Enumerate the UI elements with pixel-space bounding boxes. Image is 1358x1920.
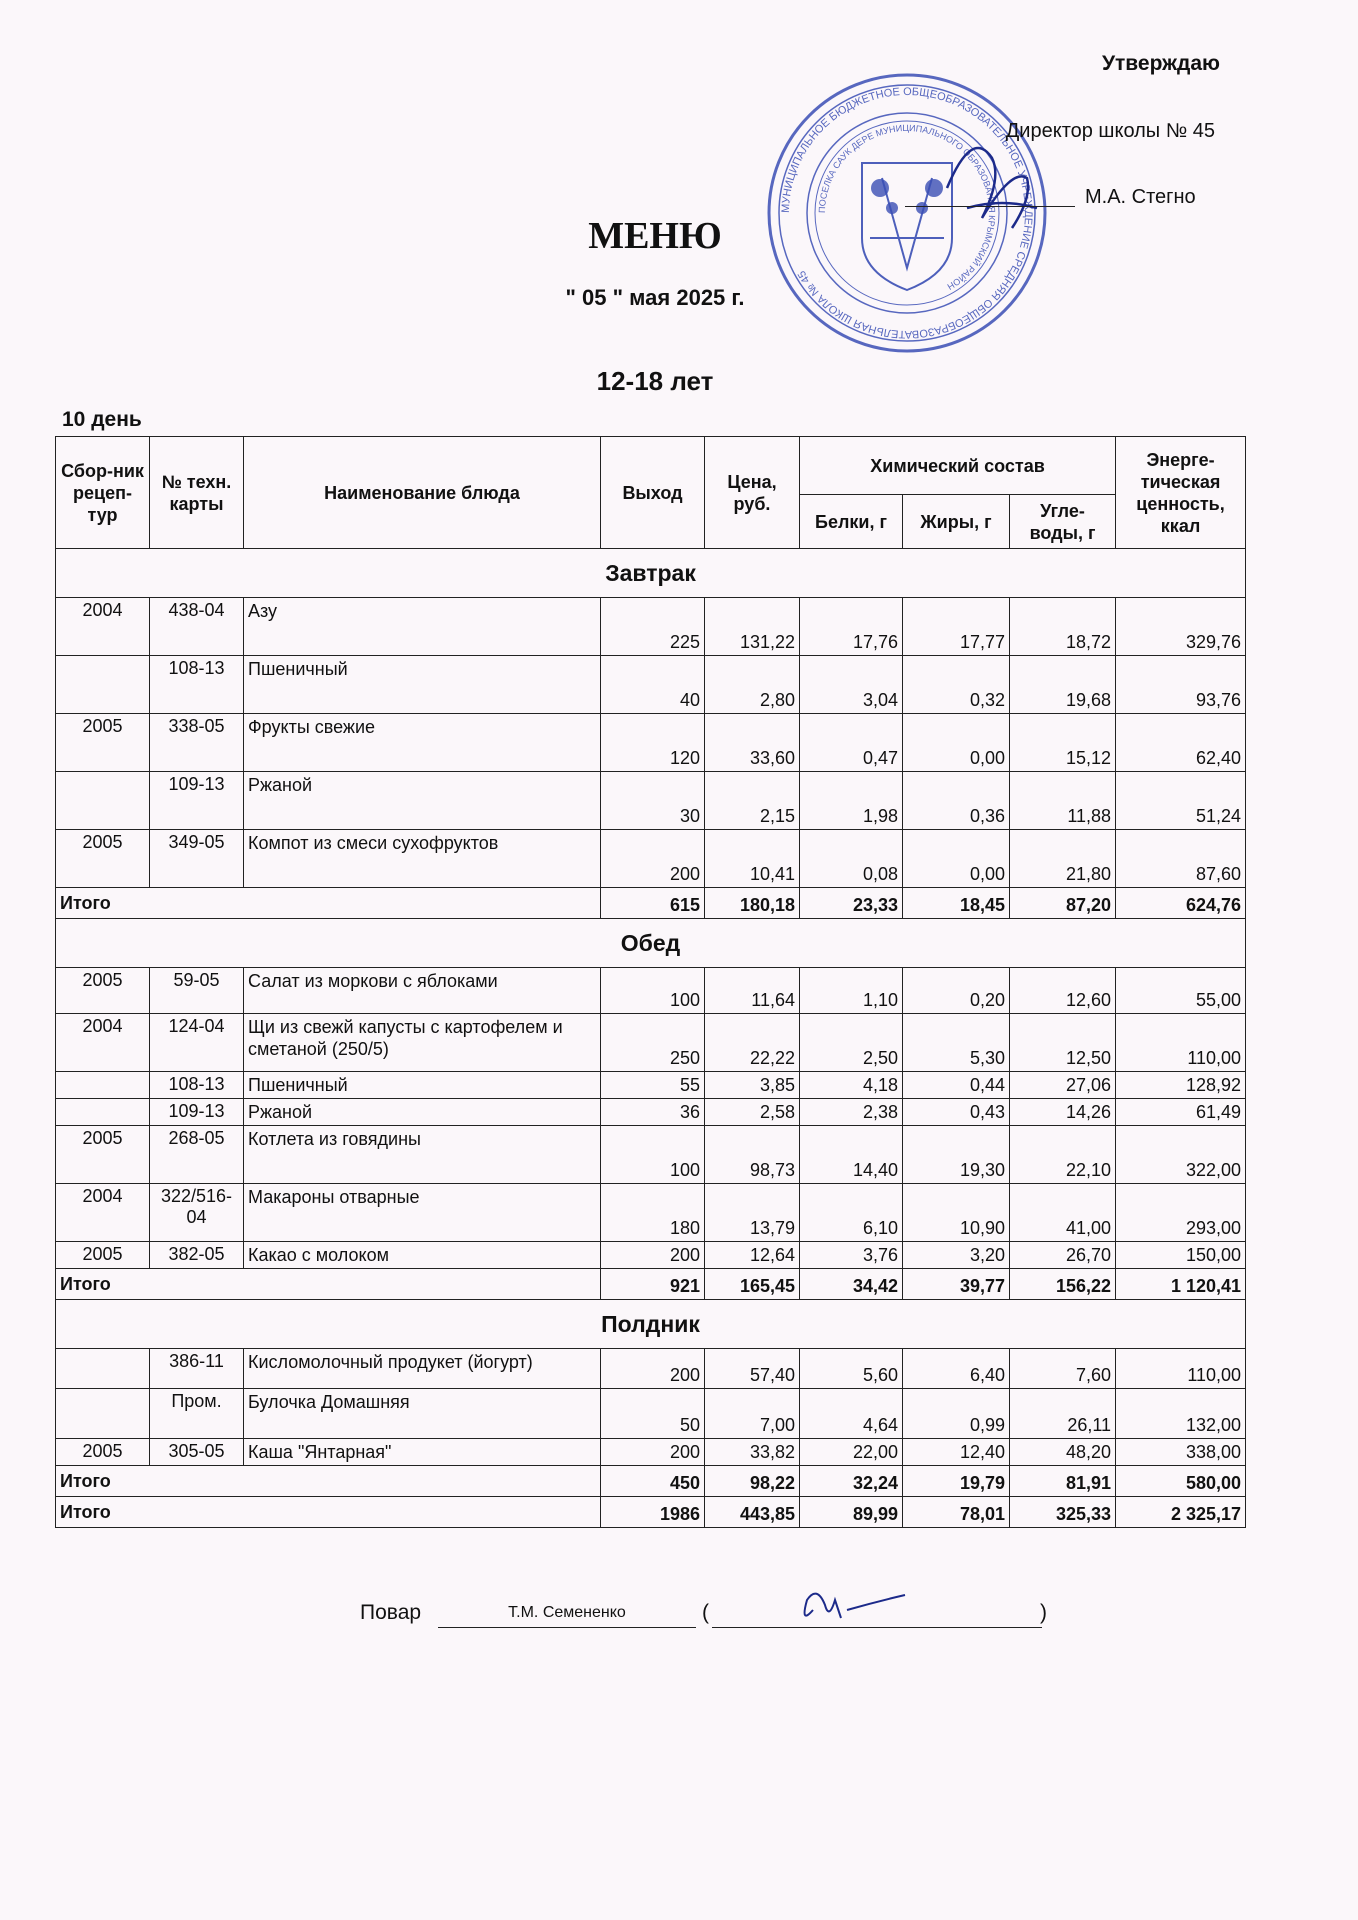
cell-yield: 30	[601, 772, 705, 830]
total-energy: 580,00	[1116, 1466, 1246, 1497]
cell-protein: 14,40	[800, 1126, 903, 1184]
cell-fat: 19,30	[903, 1126, 1010, 1184]
cell-col	[56, 1349, 150, 1389]
table-row	[56, 1014, 1246, 1072]
cell-protein: 6,10	[800, 1184, 903, 1242]
table-row	[56, 598, 1246, 656]
section-title: Завтрак	[56, 549, 1246, 598]
header-carbs: Угле-воды, г	[1010, 495, 1116, 549]
table-row	[56, 968, 1246, 1014]
cell-yield: 100	[601, 968, 705, 1014]
cell-col	[56, 1389, 150, 1439]
cell-yield: 100	[601, 1126, 705, 1184]
section-title: Полдник	[56, 1300, 1246, 1349]
total-price: 180,18	[705, 888, 800, 919]
cell-carbs: 48,20	[1010, 1439, 1116, 1466]
cell-energy: 329,76	[1116, 598, 1246, 656]
cell-dish: Макароны отварные	[244, 1184, 601, 1242]
cook-label: Повар	[360, 1601, 422, 1624]
section-row	[56, 1300, 1246, 1349]
table-row	[56, 1349, 1246, 1389]
cell-carbs: 18,72	[1010, 598, 1116, 656]
cell-card: 305-05	[150, 1439, 244, 1466]
cell-energy: 51,24	[1116, 772, 1246, 830]
cell-price: 10,41	[705, 830, 800, 888]
cell-protein: 2,38	[800, 1099, 903, 1126]
table-row	[56, 1072, 1246, 1099]
table-row	[56, 1439, 1246, 1466]
cell-energy: 110,00	[1116, 1014, 1246, 1072]
cell-energy: 87,60	[1116, 830, 1246, 888]
cell-energy: 61,49	[1116, 1099, 1246, 1126]
cell-yield: 55	[601, 1072, 705, 1099]
cell-col	[56, 1072, 150, 1099]
age-group: 12-18 лет	[596, 366, 714, 396]
cell-yield: 225	[601, 598, 705, 656]
table-row	[56, 656, 1246, 714]
cell-carbs: 19,68	[1010, 656, 1116, 714]
cell-yield: 180	[601, 1184, 705, 1242]
menu-table	[55, 436, 1246, 1528]
day-number: 10 день	[62, 408, 142, 431]
cell-protein: 1,10	[800, 968, 903, 1014]
cell-dish: Каша "Янтарная"	[244, 1439, 601, 1466]
cell-yield: 200	[601, 1349, 705, 1389]
cell-dish: Кисломолочный продукет (йогурт)	[244, 1349, 601, 1389]
grand-total-row	[56, 1497, 1246, 1528]
director-signature-line	[905, 206, 1075, 207]
cell-col: 2004	[56, 1014, 150, 1072]
total-label: Итого	[56, 1466, 601, 1497]
cell-card: 59-05	[150, 968, 244, 1014]
cell-carbs: 21,80	[1010, 830, 1116, 888]
section-row	[56, 919, 1246, 968]
cell-dish: Пшеничный	[244, 1072, 601, 1099]
cell-energy: 55,00	[1116, 968, 1246, 1014]
cell-energy: 338,00	[1116, 1439, 1246, 1466]
cell-yield: 50	[601, 1389, 705, 1439]
cell-price: 131,22	[705, 598, 800, 656]
table-row	[56, 1099, 1246, 1126]
cell-dish: Щи из свежй капусты с картофелем и сметаной (250/5)	[244, 1014, 601, 1072]
cell-price: 11,64	[705, 968, 800, 1014]
cell-energy: 62,40	[1116, 714, 1246, 772]
cell-col: 2005	[56, 1126, 150, 1184]
cell-protein: 3,04	[800, 656, 903, 714]
director-title: Директор школы № 45	[1005, 120, 1215, 142]
cell-card: Пром.	[150, 1389, 244, 1439]
cell-carbs: 11,88	[1010, 772, 1116, 830]
cook-sign-paren-close: )	[1040, 1601, 1047, 1624]
total-carbs: 87,20	[1010, 888, 1116, 919]
grand-total-price: 443,85	[705, 1497, 800, 1528]
cell-carbs: 12,60	[1010, 968, 1116, 1014]
cook-name: Т.М. Семененко	[508, 1604, 626, 1621]
cell-fat: 0,43	[903, 1099, 1010, 1126]
cell-dish: Ржаной	[244, 1099, 601, 1126]
cell-price: 2,15	[705, 772, 800, 830]
cell-dish: Котлета из говядины	[244, 1126, 601, 1184]
cell-carbs: 27,06	[1010, 1072, 1116, 1099]
total-yield: 921	[601, 1269, 705, 1300]
cell-card: 382-05	[150, 1242, 244, 1269]
cell-yield: 200	[601, 1242, 705, 1269]
cell-energy: 132,00	[1116, 1389, 1246, 1439]
cell-protein: 4,64	[800, 1389, 903, 1439]
table-row	[56, 1389, 1246, 1439]
grand-total-yield: 1986	[601, 1497, 705, 1528]
cell-card: 438-04	[150, 598, 244, 656]
cell-carbs: 22,10	[1010, 1126, 1116, 1184]
table-row	[56, 772, 1246, 830]
cell-fat: 0,00	[903, 830, 1010, 888]
cell-card: 268-05	[150, 1126, 244, 1184]
cell-card: 386-11	[150, 1349, 244, 1389]
cell-card: 349-05	[150, 830, 244, 888]
cell-col: 2005	[56, 968, 150, 1014]
cell-dish: Азу	[244, 598, 601, 656]
cell-col: 2005	[56, 1439, 150, 1466]
section-title: Обед	[56, 919, 1246, 968]
page-title: МЕНЮ	[588, 215, 722, 257]
header-energy: Энерге-тическая ценность, ккал	[1116, 437, 1246, 549]
cell-protein: 2,50	[800, 1014, 903, 1072]
cell-dish: Салат из моркови с яблоками	[244, 968, 601, 1014]
cell-col	[56, 772, 150, 830]
header-yield: Выход	[601, 437, 705, 549]
cell-energy: 93,76	[1116, 656, 1246, 714]
approve-label: Утверждаю	[1101, 52, 1220, 75]
cell-dish: Компот из смеси сухофруктов	[244, 830, 601, 888]
cell-energy: 293,00	[1116, 1184, 1246, 1242]
cell-dish: Пшеничный	[244, 656, 601, 714]
section-row	[56, 549, 1246, 598]
svg-text:МУНИЦИПАЛЬНОЕ БЮДЖЕТНОЕ ОБЩЕОБ: МУНИЦИПАЛЬНОЕ БЮДЖЕТНОЕ ОБЩЕОБРАЗОВАТЕЛЬНОЕ УЧРЕЖДЕНИЕ СРЕДНЯЯ ОБЩЕОБРАЗОВАТЕЛЬНАЯ ШКОЛА № 45	[779, 85, 1035, 341]
total-energy: 1 120,41	[1116, 1269, 1246, 1300]
school-stamp	[762, 68, 1052, 358]
cell-price: 13,79	[705, 1184, 800, 1242]
total-protein: 32,24	[800, 1466, 903, 1497]
header-collection: Сбор-ник рецеп-тур	[56, 437, 150, 549]
total-carbs: 156,22	[1010, 1269, 1116, 1300]
cook-signature	[795, 1580, 915, 1630]
cell-carbs: 7,60	[1010, 1349, 1116, 1389]
grand-total-carbs: 325,33	[1010, 1497, 1116, 1528]
cell-fat: 3,20	[903, 1242, 1010, 1269]
cell-fat: 0,44	[903, 1072, 1010, 1099]
cell-card: 108-13	[150, 1072, 244, 1099]
cell-yield: 250	[601, 1014, 705, 1072]
cell-col	[56, 1099, 150, 1126]
cell-col: 2005	[56, 1242, 150, 1269]
cell-energy: 150,00	[1116, 1242, 1246, 1269]
cell-fat: 0,36	[903, 772, 1010, 830]
section-total-row	[56, 1466, 1246, 1497]
grand-total-protein: 89,99	[800, 1497, 903, 1528]
cell-fat: 0,20	[903, 968, 1010, 1014]
cell-price: 2,80	[705, 656, 800, 714]
cell-yield: 200	[601, 830, 705, 888]
grand-total-energy: 2 325,17	[1116, 1497, 1246, 1528]
cell-carbs: 12,50	[1010, 1014, 1116, 1072]
cell-price: 3,85	[705, 1072, 800, 1099]
cell-yield: 40	[601, 656, 705, 714]
cell-protein: 22,00	[800, 1439, 903, 1466]
cell-carbs: 14,26	[1010, 1099, 1116, 1126]
cell-carbs: 26,70	[1010, 1242, 1116, 1269]
cell-price: 33,60	[705, 714, 800, 772]
cell-fat: 12,40	[903, 1439, 1010, 1466]
header-price: Цена, руб.	[705, 437, 800, 549]
cell-price: 22,22	[705, 1014, 800, 1072]
menu-date: " 05 " мая 2025 г.	[565, 285, 745, 310]
table-row	[56, 1126, 1246, 1184]
cell-price: 98,73	[705, 1126, 800, 1184]
table-row	[56, 1184, 1246, 1242]
cell-fat: 5,30	[903, 1014, 1010, 1072]
total-label: Итого	[56, 888, 601, 919]
cell-dish: Булочка Домашняя	[244, 1389, 601, 1439]
section-total-row	[56, 888, 1246, 919]
header-tech-card: № техн. карты	[150, 437, 244, 549]
total-protein: 34,42	[800, 1269, 903, 1300]
cell-dish: Ржаной	[244, 772, 601, 830]
cell-col: 2004	[56, 598, 150, 656]
header-fat: Жиры, г	[903, 495, 1010, 549]
cell-card: 322/516-04	[150, 1184, 244, 1242]
cell-carbs: 26,11	[1010, 1389, 1116, 1439]
total-protein: 23,33	[800, 888, 903, 919]
cell-col: 2004	[56, 1184, 150, 1242]
table-row	[56, 830, 1246, 888]
total-price: 165,45	[705, 1269, 800, 1300]
header-protein: Белки, г	[800, 495, 903, 549]
cook-name-line	[438, 1627, 696, 1628]
director-name: М.А. Стегно	[1085, 186, 1196, 208]
cell-energy: 110,00	[1116, 1349, 1246, 1389]
total-price: 98,22	[705, 1466, 800, 1497]
total-fat: 39,77	[903, 1269, 1010, 1300]
total-yield: 615	[601, 888, 705, 919]
cell-protein: 3,76	[800, 1242, 903, 1269]
svg-text:ПОСЕЛКА САУК ДЕРЕ МУНИЦИПАЛЬНО: ПОСЕЛКА САУК ДЕРЕ МУНИЦИПАЛЬНОГО ОБРАЗОВАНИЯ КРЫМСКИЙ РАЙОН	[816, 122, 998, 292]
cell-card: 109-13	[150, 1099, 244, 1126]
cell-fat: 0,00	[903, 714, 1010, 772]
table-row	[56, 714, 1246, 772]
cell-col: 2005	[56, 714, 150, 772]
cell-protein: 17,76	[800, 598, 903, 656]
cell-card: 124-04	[150, 1014, 244, 1072]
cell-protein: 1,98	[800, 772, 903, 830]
grand-total-label: Итого	[56, 1497, 601, 1528]
total-yield: 450	[601, 1466, 705, 1497]
cell-fat: 17,77	[903, 598, 1010, 656]
section-total-row	[56, 1269, 1246, 1300]
cell-carbs: 15,12	[1010, 714, 1116, 772]
cell-card: 109-13	[150, 772, 244, 830]
cell-yield: 120	[601, 714, 705, 772]
total-label: Итого	[56, 1269, 601, 1300]
cell-fat: 0,99	[903, 1389, 1010, 1439]
cell-fat: 6,40	[903, 1349, 1010, 1389]
total-energy: 624,76	[1116, 888, 1246, 919]
header-dish: Наименование блюда	[244, 437, 601, 549]
cell-carbs: 41,00	[1010, 1184, 1116, 1242]
grand-total-fat: 78,01	[903, 1497, 1010, 1528]
cell-yield: 36	[601, 1099, 705, 1126]
cell-card: 108-13	[150, 656, 244, 714]
cell-price: 12,64	[705, 1242, 800, 1269]
cell-fat: 0,32	[903, 656, 1010, 714]
cell-card: 338-05	[150, 714, 244, 772]
cell-yield: 200	[601, 1439, 705, 1466]
cell-protein: 0,47	[800, 714, 903, 772]
total-fat: 18,45	[903, 888, 1010, 919]
cell-energy: 322,00	[1116, 1126, 1246, 1184]
cell-dish: Какао с молоком	[244, 1242, 601, 1269]
cell-col	[56, 656, 150, 714]
cell-protein: 5,60	[800, 1349, 903, 1389]
total-fat: 19,79	[903, 1466, 1010, 1497]
cell-dish: Фрукты свежие	[244, 714, 601, 772]
total-carbs: 81,91	[1010, 1466, 1116, 1497]
cell-price: 33,82	[705, 1439, 800, 1466]
cell-fat: 10,90	[903, 1184, 1010, 1242]
menu-body	[56, 549, 1246, 1528]
cell-price: 57,40	[705, 1349, 800, 1389]
cell-col: 2005	[56, 830, 150, 888]
table-row	[56, 1242, 1246, 1269]
cell-protein: 0,08	[800, 830, 903, 888]
cell-price: 7,00	[705, 1389, 800, 1439]
cell-price: 2,58	[705, 1099, 800, 1126]
cell-protein: 4,18	[800, 1072, 903, 1099]
header-chem: Химический состав	[800, 437, 1116, 495]
cook-sign-paren-open: (	[702, 1601, 709, 1624]
cell-energy: 128,92	[1116, 1072, 1246, 1099]
